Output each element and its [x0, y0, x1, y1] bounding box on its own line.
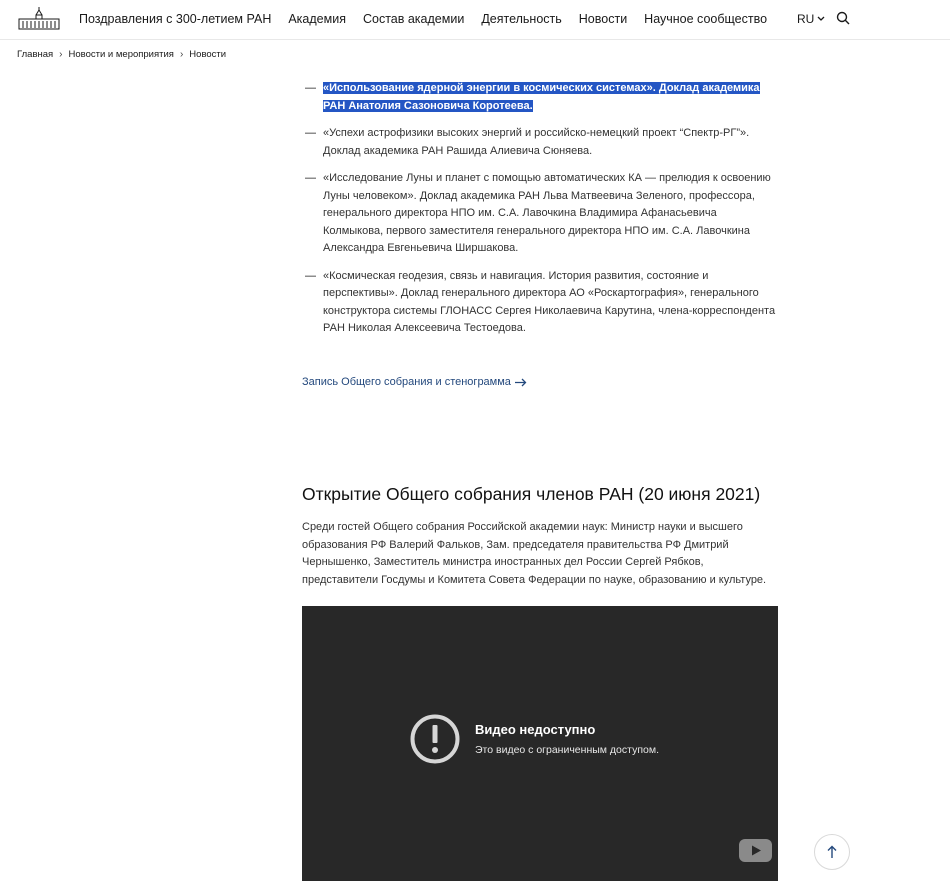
list-dash: — — [305, 82, 316, 94]
video-player[interactable] — [302, 606, 778, 881]
scroll-top-button[interactable] — [814, 834, 850, 870]
video-unavailable-title: Видео недоступно — [475, 722, 596, 737]
record-link[interactable] — [302, 376, 527, 388]
breadcrumb-separator: › — [59, 49, 63, 60]
list-item — [302, 125, 778, 160]
site-header — [0, 0, 950, 40]
breadcrumb — [17, 49, 226, 60]
academy-building-icon[interactable] — [17, 6, 61, 30]
list-item — [302, 80, 778, 115]
breadcrumb-news-events[interactable]: Новости и мероприятия — [68, 49, 174, 60]
breadcrumb-home[interactable]: Главная — [17, 49, 54, 60]
nav-item-activities[interactable]: Деятельность — [481, 12, 562, 26]
nav-item-community[interactable]: Научное сообщество — [644, 12, 768, 26]
list-dash: — — [305, 127, 316, 139]
language-selector[interactable] — [797, 12, 825, 26]
youtube-icon[interactable] — [739, 839, 772, 862]
nav-item-academy[interactable]: Академия — [288, 12, 346, 26]
video-unavailable-subtitle: Это видео с ограниченным доступом. — [475, 744, 659, 756]
article-content — [302, 80, 778, 348]
list-item — [302, 268, 778, 338]
nav-item-news[interactable]: Новости — [578, 12, 628, 26]
breadcrumb-separator: › — [179, 49, 184, 60]
reports-list — [302, 80, 778, 338]
arrow-right-icon — [515, 378, 527, 387]
search-icon[interactable] — [836, 11, 850, 25]
list-item-text: «Исследование Луны и планет с помощью автоматических КА — прелюдия к освоению Луны человеком». Доклад академика РАН Льва Матвеевича Зеленого, профессора, генерального директора НПО им. С.А. Лавочкина Владимира Афанасьевича Колмыкова, первого заместителя генерального директора НПО им. С.А. Лавочкина Александра Евгеньевича Ширшакова. — [323, 172, 771, 254]
list-item-text: «Космическая геодезия, связь и навигация. История развития, состояние и перспективы». Доклад генерального директора АО «Роскартография», генерального конструктора системы ГЛОНАСС Сергея Николаевича Карутина, члена-корреспондента РАН Николая Алексеевича Тестоедова. — [323, 269, 776, 334]
arrow-up-icon — [827, 845, 837, 859]
warning-icon — [409, 713, 461, 765]
list-dash: — — [305, 172, 316, 184]
record-link-label: Запись Общего собрания и стенограмма — [302, 376, 511, 388]
main-nav — [79, 12, 784, 26]
list-item — [302, 170, 778, 258]
section-text: Среди гостей Общего собрания Российской академии наук: Министр науки и высшего образования РФ Валерий Фальков, Зам. председателя правительства РФ Дмитрий Чернышенко, Заместитель министра иностранных дел России Сергей Рябков, представители Госдумы и Комитета Совета Федерации по науке, образованию и культуре. — [302, 521, 767, 586]
nav-item-anniversary[interactable]: Поздравления с 300-летием РАН — [79, 12, 272, 26]
list-item-text: «Успехи астрофизики высоких энергий и российско-немецкий проект “Спектр-РГ”». Доклад академика РАН Рашида Алиевича Сюняева. — [323, 127, 750, 157]
chevron-down-icon — [817, 16, 825, 22]
breadcrumb-news[interactable]: Новости — [189, 49, 227, 60]
section-title: Открытие Общего собрания членов РАН (20 июня 2021) — [302, 484, 761, 504]
nav-item-members[interactable]: Состав академии — [362, 12, 465, 26]
list-dash: — — [305, 269, 316, 282]
selected-text: «Использование ядерной энергии в космических системах». Доклад академика РАН Анатолия Сазоновича Коротеева. — [323, 82, 760, 112]
language-label: RU — [797, 12, 815, 26]
